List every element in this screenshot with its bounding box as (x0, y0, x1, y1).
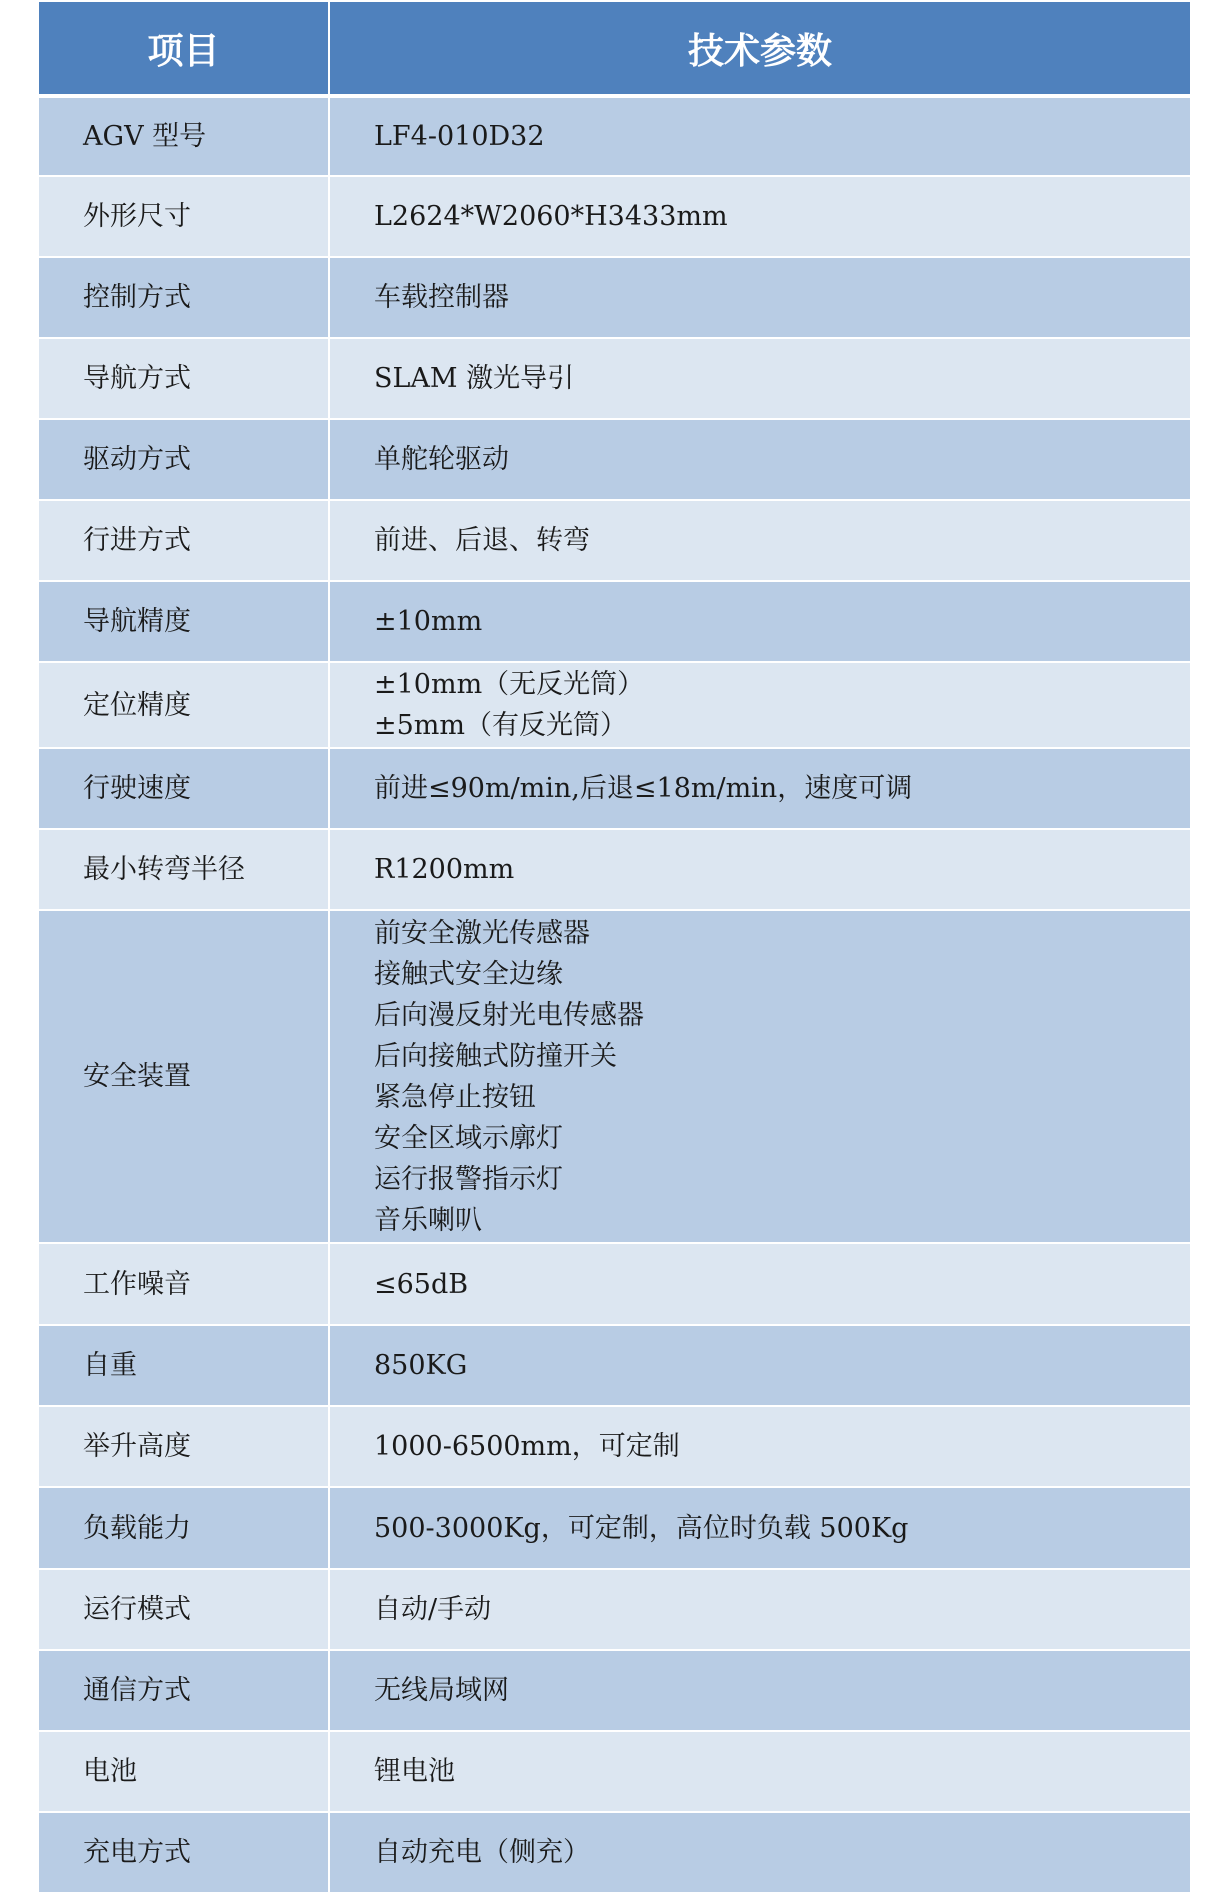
row-value-line: 接触式安全边缘 (374, 958, 563, 990)
row-value-line: 无线局域网 (374, 1675, 509, 1706)
row-item-label: 行进方式 (39, 500, 329, 581)
row-item-label: 举升高度 (39, 1406, 329, 1487)
row-item-label: 定位精度 (39, 662, 329, 748)
row-value-line: 自动充电（侧充） (374, 1837, 590, 1868)
table-row (39, 1243, 1190, 1325)
row-value-line: 前进、后退、转弯 (374, 525, 590, 556)
row-value-cell (329, 748, 1190, 829)
row-value-line: 运行报警指示灯 (374, 1163, 563, 1195)
table-row (39, 1487, 1190, 1569)
spec-table (39, 2, 1190, 1894)
row-item-label: 外形尺寸 (39, 176, 329, 257)
row-item-label: 自重 (39, 1325, 329, 1406)
row-value-cell (329, 1487, 1190, 1569)
row-value-line: ±10mm (374, 606, 483, 637)
table-row (39, 581, 1190, 662)
row-value-cell (329, 1569, 1190, 1650)
row-value-line: 后向接触式防撞开关 (374, 1040, 617, 1072)
row-value-cell (329, 1325, 1190, 1406)
row-value-line: ±10mm（无反光筒） (374, 669, 645, 700)
table-row (39, 1731, 1190, 1812)
table-row (39, 1650, 1190, 1731)
row-item-label: 运行模式 (39, 1569, 329, 1650)
table-row (39, 419, 1190, 500)
table-row (39, 748, 1190, 829)
row-value-line: 安全区域示廓灯 (374, 1122, 563, 1154)
row-value-cell (329, 500, 1190, 581)
header-item: 项目 (39, 2, 329, 96)
table-row (39, 257, 1190, 338)
row-item-label: 驱动方式 (39, 419, 329, 500)
spec-table-body (39, 96, 1190, 1893)
row-item-label: 控制方式 (39, 257, 329, 338)
row-value-line: ≤65dB (374, 1268, 469, 1300)
row-item-label: 导航精度 (39, 581, 329, 662)
row-item-label: 负载能力 (39, 1487, 329, 1569)
row-value-line: R1200mm (374, 854, 515, 885)
row-value-cell (329, 419, 1190, 500)
table-row (39, 96, 1190, 176)
table-row (39, 829, 1190, 910)
row-value-line: LF4-010D32 (374, 121, 545, 152)
row-value-line: 锂电池 (374, 1756, 455, 1787)
row-value-line: 850KG (374, 1350, 468, 1381)
row-value-cell (329, 829, 1190, 910)
row-value-line: 单舵轮驱动 (374, 444, 509, 475)
row-item-label: 最小转弯半径 (39, 829, 329, 910)
row-value-line: 音乐喇叭 (374, 1204, 482, 1236)
row-value-cell (329, 662, 1190, 748)
row-value-line: ±5mm（有反光筒） (374, 710, 628, 741)
table-row (39, 1569, 1190, 1650)
table-row (39, 1406, 1190, 1487)
table-header-row (39, 2, 1190, 96)
row-item-label: 通信方式 (39, 1650, 329, 1731)
row-value-cell (329, 1243, 1190, 1325)
header-value: 技术参数 (329, 2, 1190, 96)
table-row (39, 338, 1190, 419)
row-item-label: AGV 型号 (39, 96, 329, 176)
row-value-cell (329, 1650, 1190, 1731)
row-value-cell (329, 1406, 1190, 1487)
row-value-line: 500-3000Kg，可定制，高位时负载 500Kg (374, 1512, 909, 1544)
row-value-line: 车载控制器 (374, 282, 509, 313)
row-item-label: 工作噪音 (39, 1243, 329, 1325)
row-value-line: 后向漫反射光电传感器 (374, 999, 644, 1031)
row-value-line: 自动/手动 (374, 1594, 492, 1625)
table-row (39, 1812, 1190, 1893)
row-item-label: 电池 (39, 1731, 329, 1812)
row-value-line: 前进≤90m/min,后退≤18m/min，速度可调 (374, 773, 913, 804)
row-item-label: 行驶速度 (39, 748, 329, 829)
row-value-line: 前安全激光传感器 (374, 917, 590, 949)
table-row (39, 500, 1190, 581)
row-value-cell (329, 1812, 1190, 1893)
table-row (39, 1325, 1190, 1406)
row-value-line: L2624*W2060*H3433mm (374, 201, 728, 232)
row-value-cell (329, 257, 1190, 338)
row-item-label: 导航方式 (39, 338, 329, 419)
table-row (39, 662, 1190, 748)
row-value-cell (329, 96, 1190, 176)
row-item-label: 充电方式 (39, 1812, 329, 1893)
table-row (39, 910, 1190, 1243)
row-value-cell (329, 176, 1190, 257)
table-row (39, 176, 1190, 257)
row-value-line: 1000-6500mm，可定制 (374, 1431, 680, 1462)
row-value-cell (329, 581, 1190, 662)
row-value-cell (329, 338, 1190, 419)
row-value-line: SLAM 激光导引 (374, 363, 575, 394)
row-value-line: 紧急停止按钮 (374, 1081, 536, 1113)
row-value-cell (329, 1731, 1190, 1812)
row-value-cell (329, 910, 1190, 1243)
row-item-label: 安全装置 (39, 910, 329, 1243)
